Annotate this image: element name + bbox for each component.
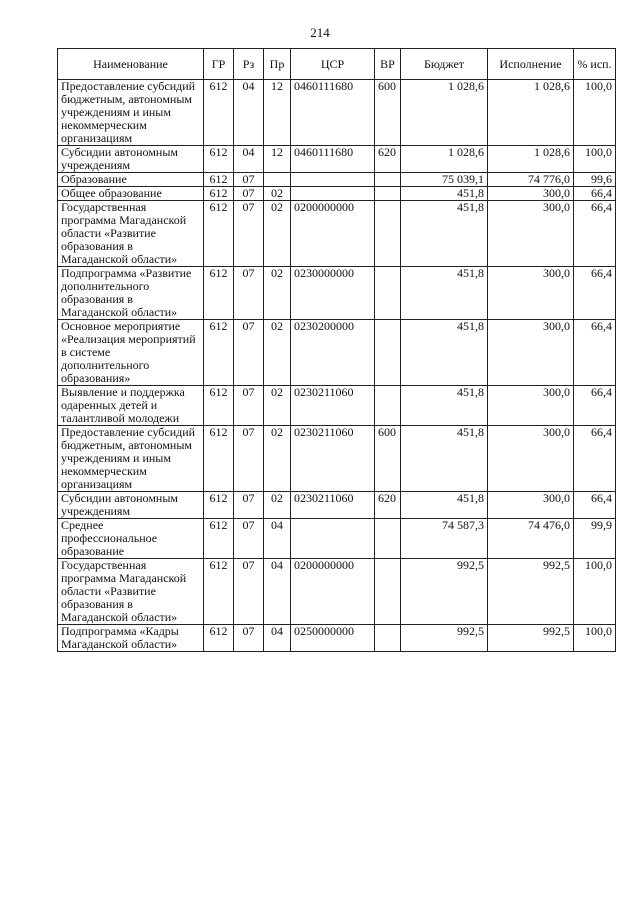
row-percent: 100,0 [574, 146, 616, 173]
row-vr: 620 [375, 146, 401, 173]
row-vr: 620 [375, 492, 401, 519]
row-execution: 74 476,0 [488, 519, 574, 559]
table-row [58, 173, 616, 187]
row-percent: 66,4 [574, 320, 616, 386]
row-pr: 12 [264, 146, 291, 173]
row-rz: 07 [234, 201, 264, 267]
col-header-budget: Бюджет [401, 49, 488, 80]
row-percent: 66,4 [574, 492, 616, 519]
row-budget: 1 028,6 [401, 146, 488, 173]
row-percent: 99,9 [574, 519, 616, 559]
table-row [58, 492, 616, 519]
table-row [58, 625, 616, 652]
row-budget: 992,5 [401, 559, 488, 625]
row-csr: 0250000000 [291, 625, 375, 652]
table-row [58, 267, 616, 320]
row-rz: 07 [234, 187, 264, 201]
row-execution: 74 776,0 [488, 173, 574, 187]
row-name: Основное мероприятие «Реализация мероприятий в системе дополнительного образования» [58, 320, 204, 386]
row-gr: 612 [204, 492, 234, 519]
row-name: Предоставление субсидий бюджетным, автономным учреждениям и иным некоммерческим организациям [58, 80, 204, 146]
budget-table [57, 48, 616, 652]
row-gr: 612 [204, 80, 234, 146]
row-name: Среднее профессиональное образование [58, 519, 204, 559]
col-header-execution: Исполнение [488, 49, 574, 80]
row-rz: 04 [234, 80, 264, 146]
row-csr: 0460111680 [291, 80, 375, 146]
row-budget: 74 587,3 [401, 519, 488, 559]
row-budget: 451,8 [401, 201, 488, 267]
col-header-vr: ВР [375, 49, 401, 80]
row-percent: 66,4 [574, 201, 616, 267]
row-budget: 451,8 [401, 386, 488, 426]
row-budget: 1 028,6 [401, 80, 488, 146]
row-rz: 04 [234, 146, 264, 173]
row-name: Субсидии автономным учреждениям [58, 492, 204, 519]
row-name: Государственная программа Магаданской области «Развитие образования в Магаданской области» [58, 559, 204, 625]
row-rz: 07 [234, 492, 264, 519]
row-vr [375, 559, 401, 625]
table-row [58, 559, 616, 625]
table-row [58, 320, 616, 386]
row-percent: 99,6 [574, 173, 616, 187]
table-row [58, 146, 616, 173]
row-pr: 04 [264, 625, 291, 652]
row-execution: 300,0 [488, 187, 574, 201]
row-rz: 07 [234, 267, 264, 320]
row-percent: 100,0 [574, 80, 616, 146]
row-csr [291, 519, 375, 559]
col-header-csr: ЦСР [291, 49, 375, 80]
page-number: 214 [310, 25, 330, 40]
row-csr: 0200000000 [291, 201, 375, 267]
row-percent: 66,4 [574, 426, 616, 492]
row-name: Выявление и поддержка одаренных детей и талантливой молодежи [58, 386, 204, 426]
row-vr [375, 201, 401, 267]
row-pr: 12 [264, 80, 291, 146]
row-vr [375, 320, 401, 386]
row-rz: 07 [234, 320, 264, 386]
table-row [58, 426, 616, 492]
table-header-row [58, 49, 616, 80]
table-row [58, 80, 616, 146]
row-budget: 451,8 [401, 426, 488, 492]
row-gr: 612 [204, 426, 234, 492]
col-header-name: Наименование [58, 49, 204, 80]
row-execution: 1 028,6 [488, 80, 574, 146]
row-gr: 612 [204, 559, 234, 625]
col-header-gr: ГР [204, 49, 234, 80]
row-gr: 612 [204, 519, 234, 559]
row-vr [375, 625, 401, 652]
row-name: Государственная программа Магаданской области «Развитие образования в Магаданской области» [58, 201, 204, 267]
row-csr [291, 187, 375, 201]
row-execution: 300,0 [488, 386, 574, 426]
row-csr: 0230200000 [291, 320, 375, 386]
row-vr [375, 267, 401, 320]
row-rz: 07 [234, 559, 264, 625]
row-gr: 612 [204, 187, 234, 201]
table-row [58, 386, 616, 426]
col-header-pr: Пр [264, 49, 291, 80]
row-vr: 600 [375, 80, 401, 146]
row-gr: 612 [204, 625, 234, 652]
row-execution: 300,0 [488, 492, 574, 519]
row-name: Подпрограмма «Кадры Магаданской области» [58, 625, 204, 652]
row-pr: 02 [264, 386, 291, 426]
row-budget: 451,8 [401, 267, 488, 320]
row-percent: 66,4 [574, 187, 616, 201]
row-pr: 02 [264, 320, 291, 386]
row-csr: 0230000000 [291, 267, 375, 320]
row-csr [291, 173, 375, 187]
row-vr [375, 173, 401, 187]
row-name: Общее образование [58, 187, 204, 201]
row-gr: 612 [204, 201, 234, 267]
row-rz: 07 [234, 625, 264, 652]
row-pr: 04 [264, 519, 291, 559]
row-execution: 300,0 [488, 426, 574, 492]
row-pr: 02 [264, 267, 291, 320]
col-header-rz: Рз [234, 49, 264, 80]
row-budget: 992,5 [401, 625, 488, 652]
row-csr: 0200000000 [291, 559, 375, 625]
row-vr [375, 187, 401, 201]
row-gr: 612 [204, 146, 234, 173]
row-percent: 100,0 [574, 625, 616, 652]
table-row [58, 201, 616, 267]
table-row [58, 519, 616, 559]
row-pr: 04 [264, 559, 291, 625]
row-pr: 02 [264, 187, 291, 201]
row-rz: 07 [234, 426, 264, 492]
row-budget: 75 039,1 [401, 173, 488, 187]
row-execution: 300,0 [488, 320, 574, 386]
row-execution: 1 028,6 [488, 146, 574, 173]
row-vr [375, 519, 401, 559]
row-execution: 992,5 [488, 625, 574, 652]
row-gr: 612 [204, 386, 234, 426]
row-budget: 451,8 [401, 187, 488, 201]
row-percent: 100,0 [574, 559, 616, 625]
row-rz: 07 [234, 173, 264, 187]
table-row [58, 187, 616, 201]
row-csr: 0230211060 [291, 426, 375, 492]
row-execution: 300,0 [488, 267, 574, 320]
row-rz: 07 [234, 519, 264, 559]
row-pr: 02 [264, 492, 291, 519]
row-rz: 07 [234, 386, 264, 426]
row-pr: 02 [264, 201, 291, 267]
row-name: Предоставление субсидий бюджетным, автономным учреждениям и иным некоммерческим организациям [58, 426, 204, 492]
row-percent: 66,4 [574, 386, 616, 426]
row-vr [375, 386, 401, 426]
row-csr: 0460111680 [291, 146, 375, 173]
row-budget: 451,8 [401, 492, 488, 519]
row-csr: 0230211060 [291, 492, 375, 519]
row-gr: 612 [204, 173, 234, 187]
row-pr: 02 [264, 426, 291, 492]
row-budget: 451,8 [401, 320, 488, 386]
row-percent: 66,4 [574, 267, 616, 320]
row-name: Подпрограмма «Развитие дополнительного образования в Магаданской области» [58, 267, 204, 320]
row-name: Субсидии автономным учреждениям [58, 146, 204, 173]
row-pr [264, 173, 291, 187]
col-header-percent: % исп. [574, 49, 616, 80]
row-gr: 612 [204, 267, 234, 320]
row-gr: 612 [204, 320, 234, 386]
row-execution: 300,0 [488, 201, 574, 267]
row-csr: 0230211060 [291, 386, 375, 426]
row-vr: 600 [375, 426, 401, 492]
row-name: Образование [58, 173, 204, 187]
row-execution: 992,5 [488, 559, 574, 625]
